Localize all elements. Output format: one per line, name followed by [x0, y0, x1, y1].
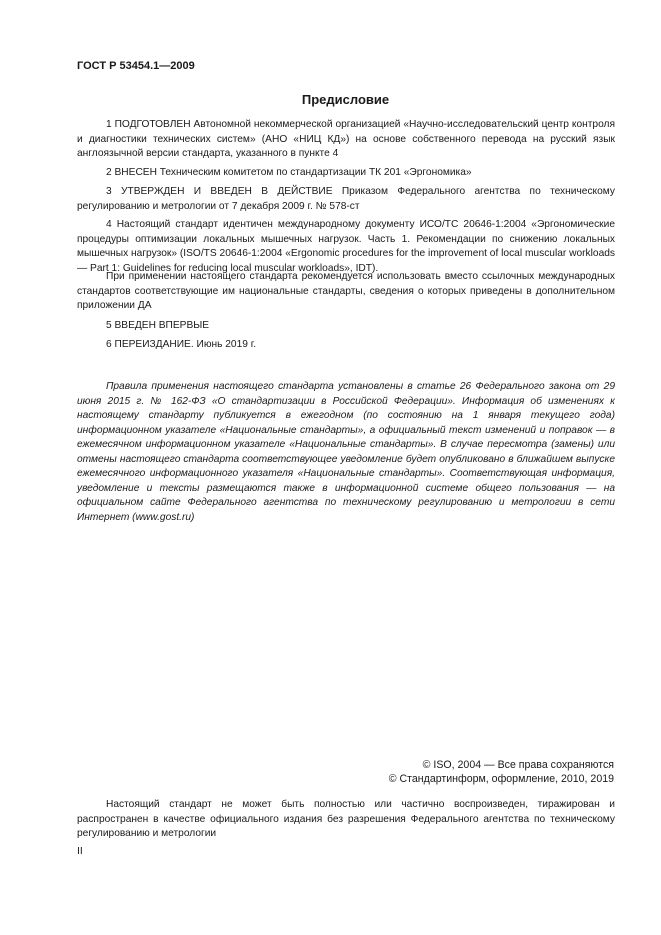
page-title: Предисловие — [301, 92, 390, 107]
paragraph-3-text: 3 УТВЕРЖДЕН И ВВЕДЕН В ДЕЙСТВИЕ Приказом Федерального агентства по техническому регулированию и метрологии от 7 декабря 2009 г. № 578-ст — [77, 186, 615, 212]
paragraph-1-text: 1 ПОДГОТОВЛЕН Автономной некоммерческой организацией «Научно-исследовательский центр контроля и диагностики технических систем» (АНО «НИЦ КД») на основе собственного перевода на русский язык англоязычной версии стандарта, указанного в пункте 4 — [77, 119, 615, 159]
paragraph-5 — [77, 319, 615, 334]
reproduction-notice-text: Настоящий стандарт не может быть полностью или частично воспроизведен, тиражирован и распространен в качестве официального издания без разрешения Федерального агентства по техническому регулированию и метрологии — [77, 799, 615, 839]
paragraph-2-text: 2 ВНЕСЕН Техническим комитетом по стандартизации ТК 201 «Эргономика» — [106, 167, 472, 178]
copyright-standartinform: © Стандартинформ, оформление, 2010, 2019 — [388, 773, 614, 785]
paragraph-5-text: 5 ВВЕДЕН ВПЕРВЫЕ — [106, 320, 210, 331]
reproduction-notice — [77, 798, 615, 842]
paragraph-6-text: 6 ПЕРЕИЗДАНИЕ. Июнь 2019 г. — [106, 339, 257, 350]
paragraph-4 — [77, 218, 615, 276]
copyright-iso: © ISO, 2004 — Все права сохраняются — [422, 759, 614, 771]
page-number: II — [77, 845, 83, 857]
paragraph-4-note-text: При применении настоящего стандарта рекомендуется использовать вместо ссылочных международных стандартов соответствующие им национальные стандарты, сведения о которых приведены в дополнительном приложении ДА — [77, 271, 615, 311]
standards-notice — [77, 380, 615, 525]
paragraph-4-note — [77, 270, 615, 314]
paragraph-4-text: 4 Настоящий стандарт идентичен международному документу ИСО/ТС 20646-1:2004 «Эргономические процедуры оптимизации локальных мышечных нагрузок. Часть 1. Рекомендации по снижению локальных мышечных нагрузок» (ISO/TS 20646-1:2004 «Ergonomic procedures for the improvement of local muscular workloads — Part 1: Guidelines for reducing local muscular workloads», IDT). — [77, 219, 615, 274]
paragraph-3 — [77, 185, 615, 214]
standards-notice-text: Правила применения настоящего стандарта установлены в статье 26 Федерального закона от 29 июня 2015 г. № 162-ФЗ «О стандартизации в Российской Федерации». Информация об изменениях к настоящему стандарту публикуется в ежегодном (по состоянию на 1 января текущего года) информационном указателе «Национальные стандарты», а официальный текст изменений и поправок — в ежемесячном информационном указателе «Национальные стандарты». В случае пересмотра (замены) или отмены настоящего стандарта соответствующее уведомление будет опубликовано в ближайшем выпуске ежемесячного информационного указателя «Национальные стандарты». Соответствующая информация, уведомление и тексты размещаются также в информационной системе общего пользования — на официальном сайте Федерального агентства по техническому регулированию и метрологии в сети Интернет (www.gost.ru) — [77, 381, 615, 523]
paragraph-1 — [77, 118, 615, 162]
paragraph-2 — [77, 166, 615, 181]
paragraph-6 — [77, 338, 615, 353]
standard-id-header: ГОСТ Р 53454.1—2009 — [77, 60, 195, 72]
